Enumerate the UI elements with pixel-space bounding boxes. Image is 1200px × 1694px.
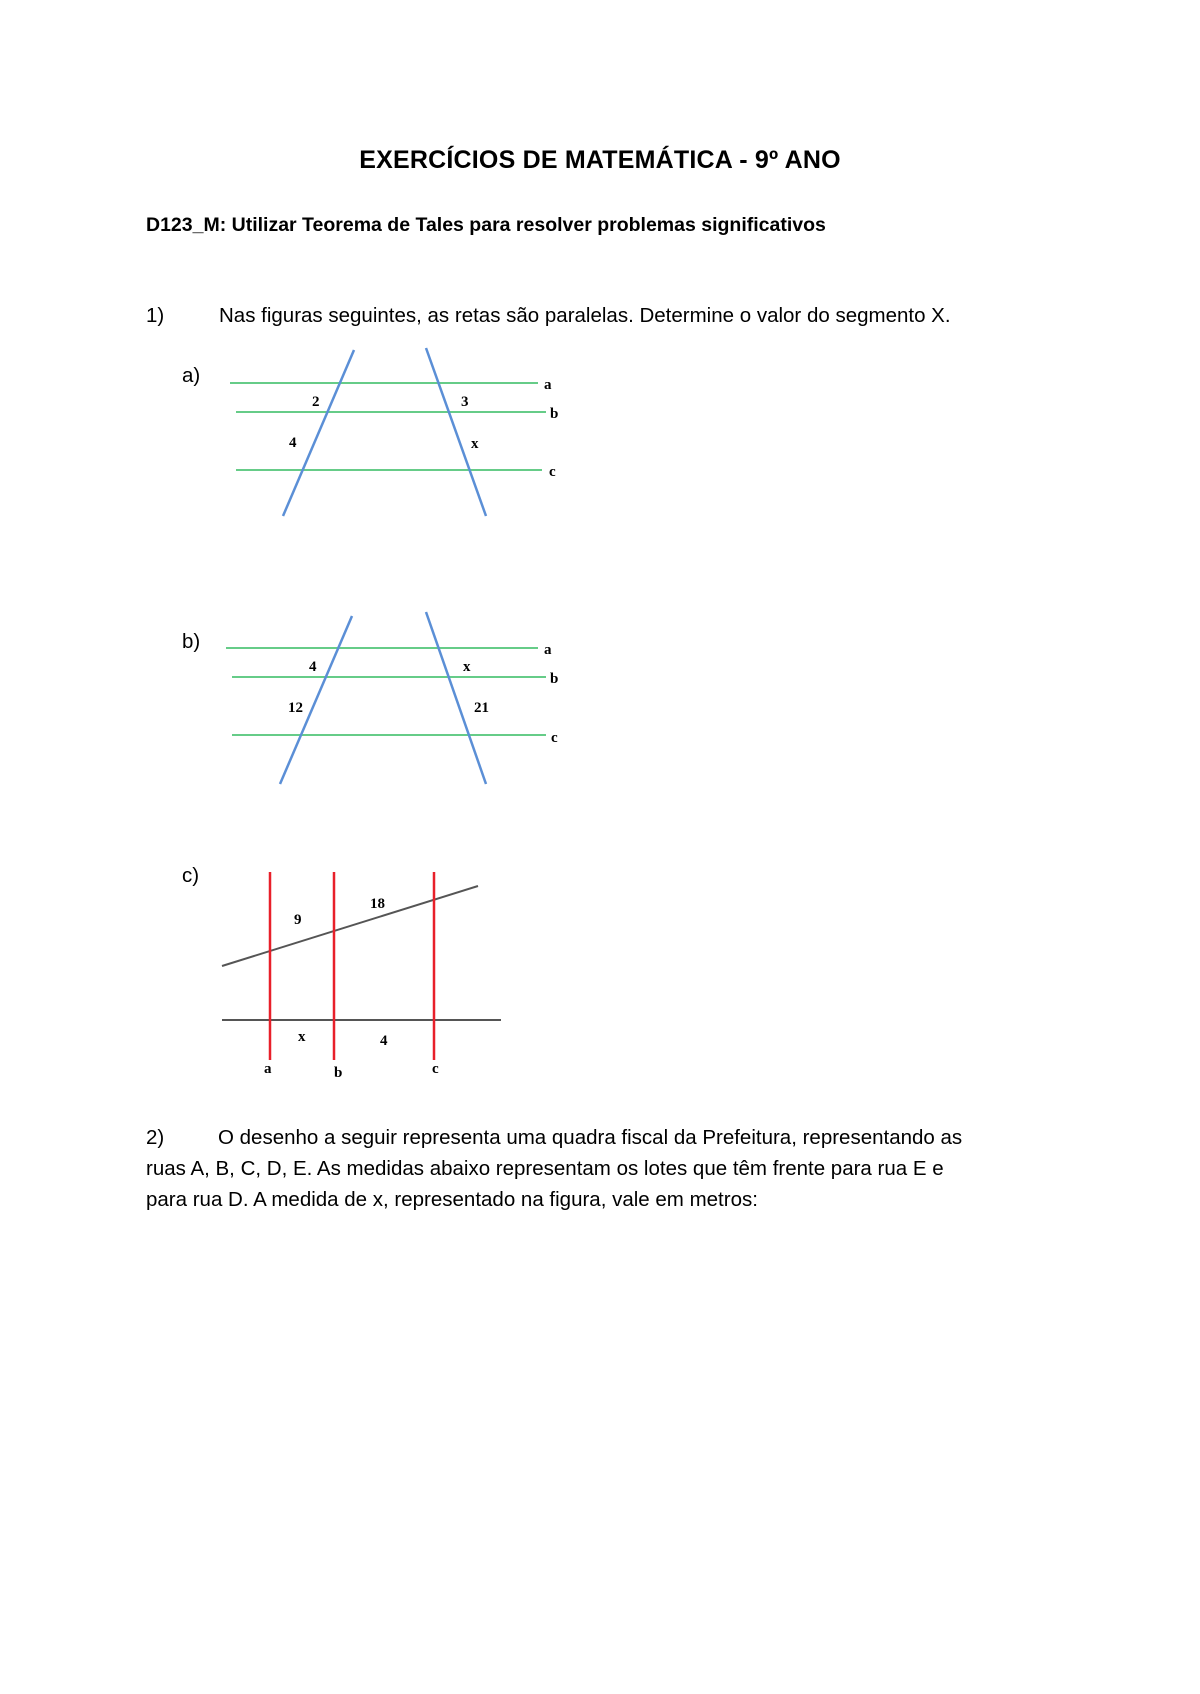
document-title: EXERCÍCIOS DE MATEMÁTICA - 9º ANO — [359, 146, 841, 174]
question-2 — [146, 1122, 1046, 1215]
question-2-text-line-2: ruas A, B, C, D, E. As medidas abaixo representam os lotes que têm frente para rua E e — [146, 1157, 944, 1180]
figure-c-label: c) — [182, 864, 200, 887]
question-2-number: 2) — [146, 1126, 165, 1149]
figure-b-parallel-lines — [226, 648, 546, 735]
figure-c-segment-top-left: 9 — [294, 912, 302, 928]
figure-b-segment-right-top: x — [463, 659, 471, 675]
figure-c-line-label-b: b — [334, 1065, 343, 1081]
figure-b-transversals — [280, 612, 486, 784]
question-2-text-line-3: para rua D. A medida de x, representado na figura, vale em metros: — [146, 1188, 758, 1211]
figure-a — [220, 340, 580, 520]
figure-b-label: b) — [182, 630, 201, 653]
figure-a-line-label-a: a — [544, 377, 552, 393]
document-subtitle: D123_M: Utilizar Teorema de Tales para resolver problemas significativos — [146, 214, 826, 236]
figure-c-slanted-line — [222, 886, 478, 966]
figure-b-line-label-b: b — [550, 671, 559, 687]
figure-c-parallel-lines — [270, 872, 434, 1060]
figure-a-transversal-right — [426, 348, 486, 516]
figure-c-segment-top-right: 18 — [370, 896, 385, 912]
figure-b-transversal-right — [426, 612, 486, 784]
figure-c-line-label-a: a — [264, 1061, 272, 1077]
question-1-text: Nas figuras seguintes, as retas são paralelas. Determine o valor do segmento X. — [219, 304, 951, 327]
figure-c — [210, 860, 510, 1090]
figure-a-transversals — [283, 348, 486, 516]
figure-b-segment-left-bottom: 12 — [288, 700, 303, 716]
figure-a-transversal-left — [283, 350, 354, 516]
figure-a-label: a) — [182, 364, 201, 387]
question-1 — [146, 300, 951, 331]
figure-a-segment-left-top: 2 — [312, 394, 320, 410]
figure-a-segment-right-bottom: x — [471, 436, 479, 452]
figure-b-line-label-c: c — [551, 730, 558, 746]
question-2-text-line-1: O desenho a seguir representa uma quadra fiscal da Prefeitura, representando as — [218, 1126, 963, 1149]
figure-a-line-label-c: c — [549, 464, 556, 480]
figure-c-segment-bottom-left: x — [298, 1029, 306, 1045]
question-2-line-1 — [146, 1122, 1046, 1153]
figure-c-transversals — [222, 886, 501, 1020]
figure-c-line-label-c: c — [432, 1061, 439, 1077]
figure-b-line-label-a: a — [544, 642, 552, 658]
figure-a-segment-left-bottom: 4 — [289, 435, 297, 451]
figure-a-parallel-lines — [230, 383, 546, 470]
figure-a-line-label-b: b — [550, 406, 559, 422]
figure-c-segment-bottom-right: 4 — [380, 1033, 388, 1049]
figure-b — [220, 606, 580, 796]
figure-b-segment-left-top: 4 — [309, 659, 317, 675]
question-1-number: 1) — [146, 304, 165, 327]
figure-b-segment-right-bottom: 21 — [474, 700, 489, 716]
figure-a-segment-right-top: 3 — [461, 394, 469, 410]
